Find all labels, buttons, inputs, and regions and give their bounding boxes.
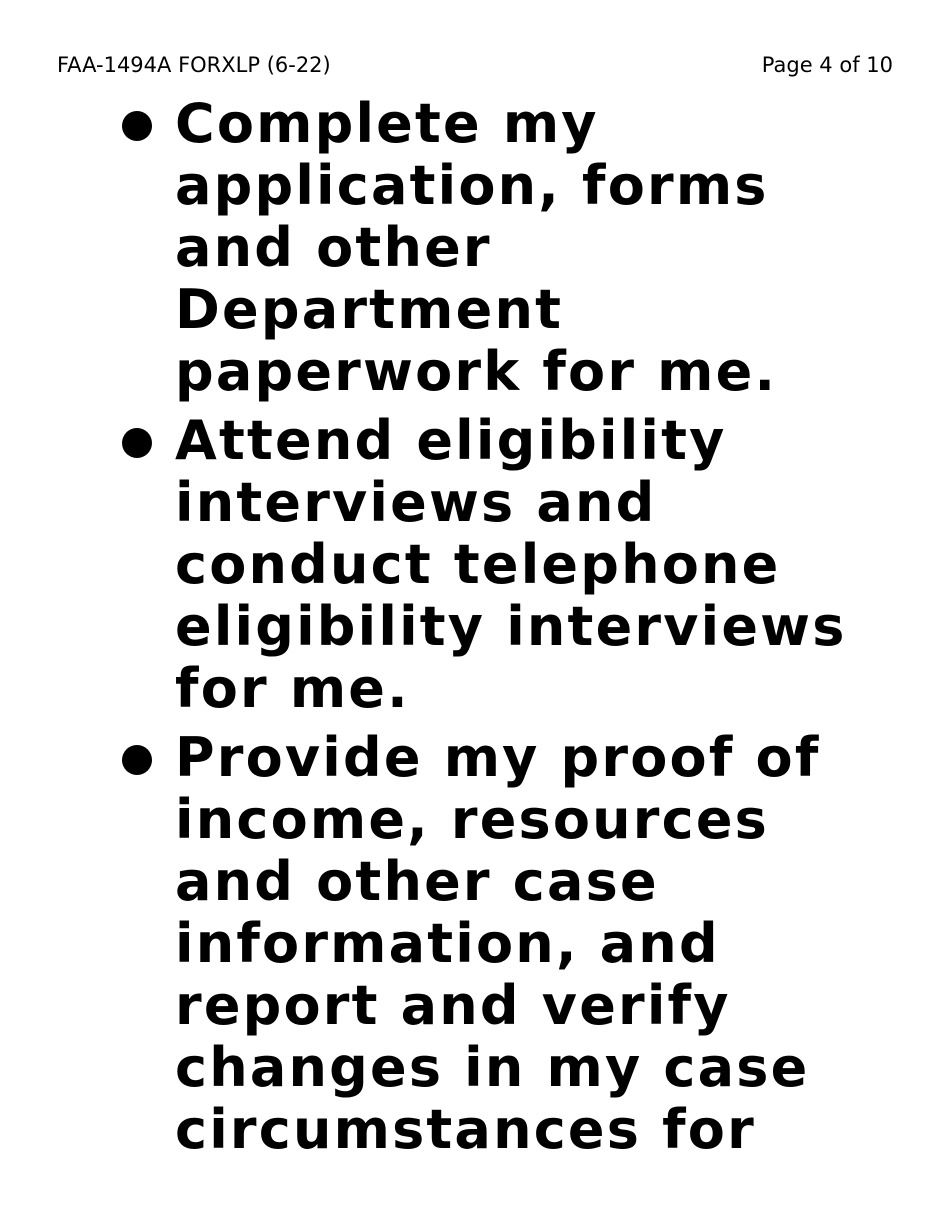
bullet-text: Provide my proof of income, resources and other case information, and report and verify changes in my case circumstances for <box>175 726 821 1161</box>
list-item <box>118 410 888 720</box>
bullet-list <box>118 93 888 1168</box>
list-item <box>118 93 888 403</box>
list-item <box>118 727 888 1161</box>
form-id: FAA-1494A FORXLP (6-22) <box>57 53 331 77</box>
bullet-icon <box>122 111 152 141</box>
bullet-icon <box>122 745 152 775</box>
bullet-text: Complete my application, forms and other Department paperwork for me. <box>175 92 778 403</box>
bullet-text: Attend eligibility interviews and conduct telephone eligibility interviews for me. <box>175 409 847 720</box>
page-header <box>57 50 893 80</box>
page-number: Page 4 of 10 <box>761 53 893 77</box>
bullet-icon <box>122 428 152 458</box>
